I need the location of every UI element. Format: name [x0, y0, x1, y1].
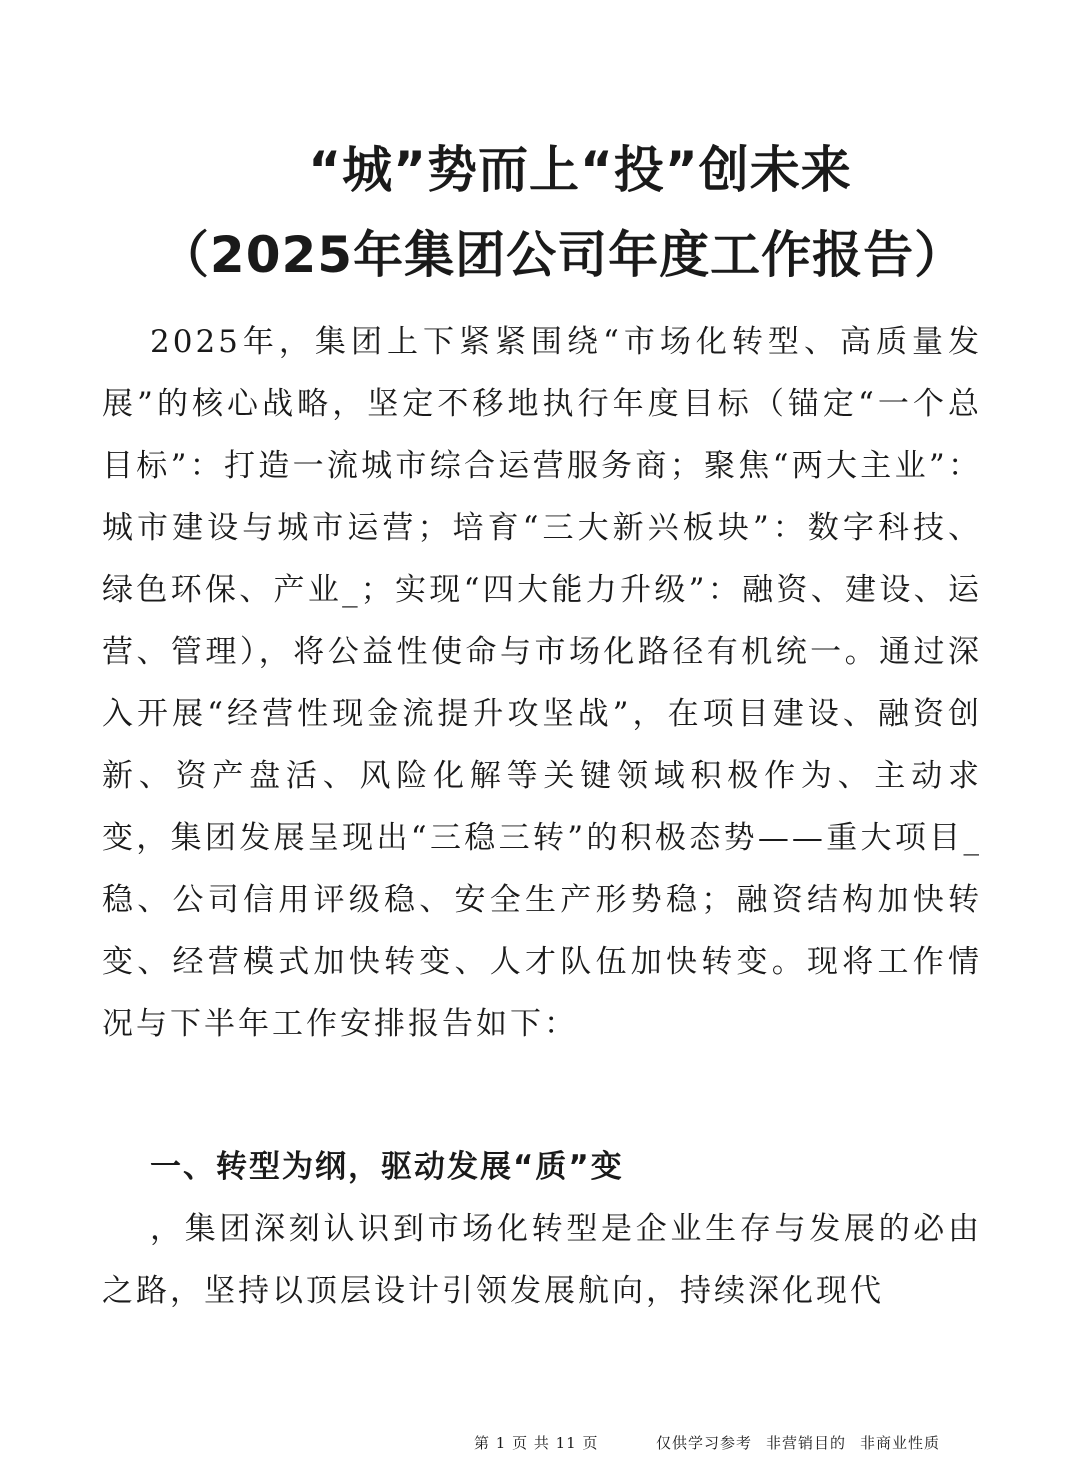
page-footer: [0, 1428, 1080, 1458]
section-1-paragraph: ，集团深刻认识到市场化转型是企业生存与发展的必由之路，坚持以顶层设计引领发展航向，持续深化现代: [102, 1211, 982, 1309]
document-title-line-2: （2025年集团公司年度工作报告）: [158, 226, 966, 284]
document-title-line-1: “城”势而上“投”创未来: [308, 141, 852, 199]
footer-notice-noncommercial: 非商业性质: [860, 1434, 941, 1452]
footer-notice-study: 仅供学习参考: [656, 1434, 753, 1452]
page-number: 第 1 页 共 11 页: [474, 1434, 599, 1452]
section-heading-1: 一、转型为纲，驱动发展“质”变: [150, 1149, 624, 1185]
footer-notice-nonmarketing: 非营销目的: [766, 1434, 847, 1452]
footer-notice: [656, 1428, 954, 1458]
intro-paragraph: 2025年，集团上下紧紧围绕“市场化转型、高质量发展”的核心战略，坚定不移地执行年度目标（锚定“一个总目标”：打造一流城市综合运营服务商；聚焦“两大主业”：城市建设与城市运营；培育“三大新兴板块”：数字科技、绿色环保、产业_；实现“四大能力升级”：融资、建设、运营、管理），将公益性使命与市场化路径有机统一。通过深入开展“经营性现金流提升攻坚战”，在项目建设、融资创新、资产盘活、风险化解等关键领域积极作为、主动求变，集团发展呈现出“三稳三转”的积极态势——重大项目_稳、公司信用评级稳、安全生产形势稳；融资结构加快转变、经营模式加快转变、人才队伍加快转变。现将工作情况与下半年工作安排报告如下：: [102, 324, 982, 1042]
